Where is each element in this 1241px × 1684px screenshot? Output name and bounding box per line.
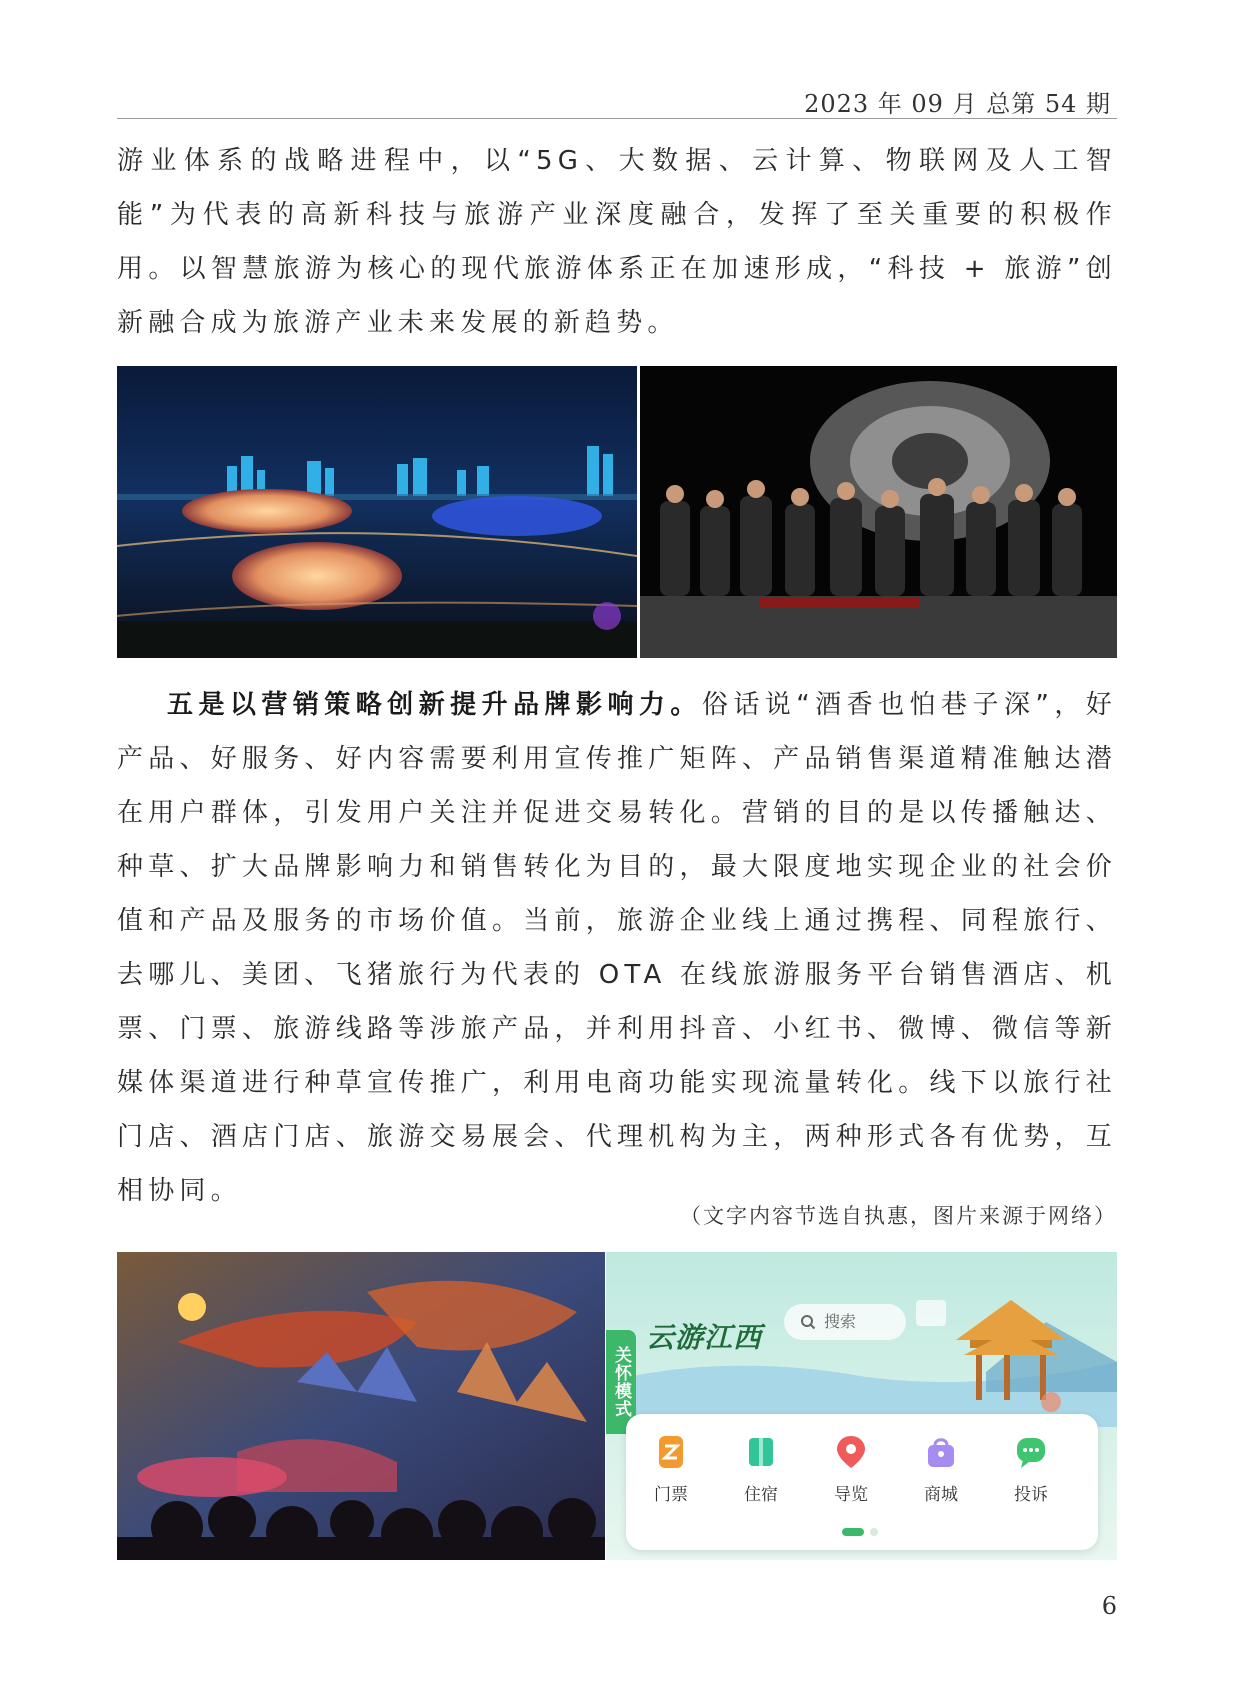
- body-paragraph-2: [117, 678, 1117, 1218]
- ticket-icon: [651, 1432, 691, 1472]
- menu-label: 门票: [654, 1485, 688, 1505]
- app-logo: 云游江西: [646, 1321, 763, 1354]
- app-menu-card: [626, 1414, 1098, 1550]
- menu-item-mall[interactable]: [906, 1432, 976, 1505]
- menu-label: 导览: [834, 1485, 868, 1505]
- issue-label: 2023 年 09 月 总第 54 期: [804, 90, 1111, 118]
- menu-label: 投诉: [1014, 1485, 1048, 1505]
- menu-item-tickets[interactable]: [636, 1432, 706, 1505]
- app-screenshot: [606, 1252, 1117, 1560]
- paragraph-lead: 五是以营销策略创新提升品牌影响力。: [167, 690, 702, 720]
- menu-item-complaint[interactable]: [996, 1432, 1066, 1505]
- photo-immersive-show: [117, 1252, 605, 1560]
- search-icon: [800, 1314, 816, 1330]
- map-pin-icon: [831, 1432, 871, 1472]
- search-input[interactable]: [784, 1304, 906, 1340]
- menu-item-lodging[interactable]: [726, 1432, 796, 1505]
- carousel-dot: [870, 1528, 878, 1536]
- shopping-bag-icon: [921, 1432, 961, 1472]
- page-number: 6: [1101, 1592, 1117, 1620]
- care-mode-tab[interactable]: 关怀模式: [606, 1330, 636, 1434]
- menu-item-guide[interactable]: [816, 1432, 886, 1505]
- lodging-icon: [741, 1432, 781, 1472]
- paragraph-body: 俗话说“酒香也怕巷子深”，好产品、好服务、好内容需要利用宣传推广矩阵、产品销售渠道精准触达潜在用户群体，引发用户关注并促进交易转化。营销的目的是以传播触达、种草、扩大品牌影响力和销售转化为目的，最大限度地实现企业的社会价值和产品及服务的市场价值。当前，旅游企业线上通过携程、同程旅行、去哪儿、美团、飞猪旅行为代表的 OTA 在线旅游服务平台销售酒店、机票、门票、旅游线路等涉旅产品，并利用抖音、小红书、微博、微信等新媒体渠道进行种草宣传推广，利用电商功能实现流量转化。线下以旅行社门店、酒店门店、旅游交易展会、代理机构为主，两种形式各有优势，互相协同。: [117, 690, 1117, 1206]
- photo-dance-performance: [640, 366, 1117, 658]
- carousel-dot-active: [842, 1528, 864, 1536]
- page-header: [117, 80, 1117, 119]
- menu-label: 商城: [924, 1485, 958, 1505]
- chat-bubble-icon: [1011, 1432, 1051, 1472]
- body-paragraph-1: 游业体系的战略进程中，以“5G、大数据、云计算、物联网及人工智能”为代表的高新科技与旅游产业深度融合，发挥了至关重要的积极作用。以智慧旅游为核心的现代旅游体系正在加速形成，“科技 + 旅游”创新融合成为旅游产业未来发展的新趋势。: [117, 146, 1117, 338]
- menu-label: 住宿: [744, 1485, 778, 1505]
- photo-night-stadium: [117, 366, 637, 658]
- search-placeholder: 搜索: [824, 1312, 857, 1331]
- source-caption: （文字内容节选自执惠，图片来源于网络）: [680, 1204, 1117, 1228]
